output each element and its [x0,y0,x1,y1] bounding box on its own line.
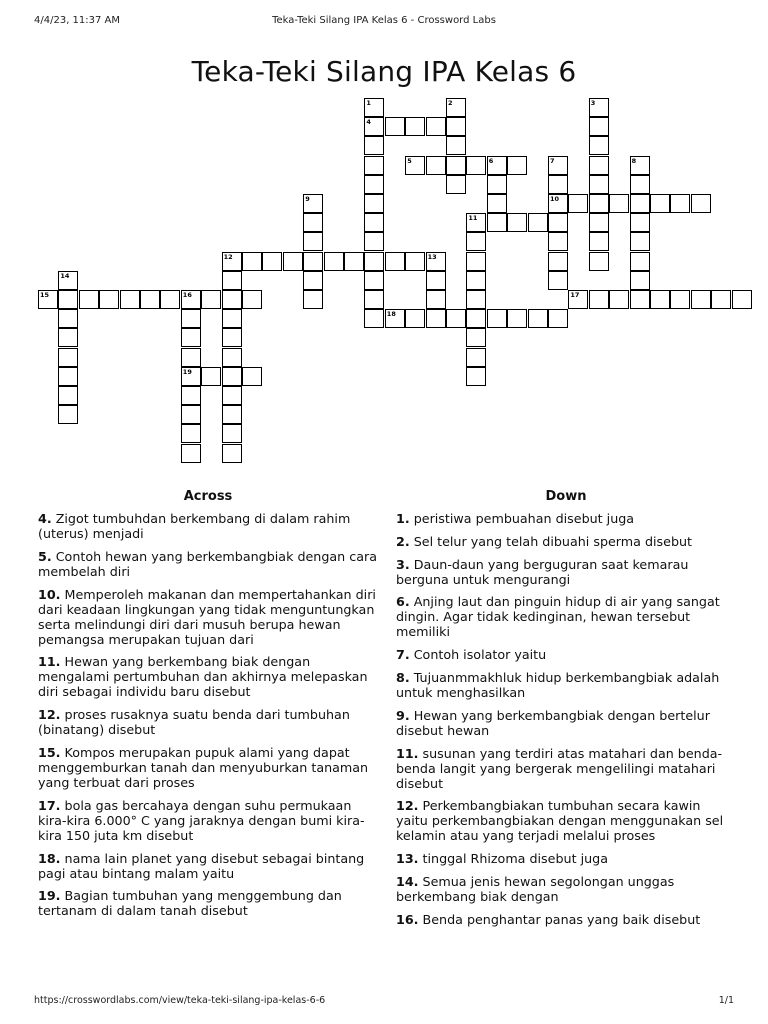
grid-cell[interactable] [670,290,690,309]
crossword-grid [0,0,768,480]
across-clue [38,511,378,541]
print-page-title: Teka-Teki Silang IPA Kelas 6 - Crossword Labs [272,15,496,26]
grid-cell[interactable] [548,271,568,290]
grid-cell[interactable] [609,194,629,213]
grid-cell[interactable] [711,290,731,309]
down-clue [396,708,736,738]
clue-number: 8. [396,669,410,685]
across-heading: Across [183,489,233,504]
down-clue [396,557,736,587]
clue-number: 15. [38,744,61,760]
grid-cell[interactable] [324,252,344,271]
down-clue [396,534,736,549]
down-clue [396,746,736,791]
grid-cell[interactable] [364,156,384,175]
grid-cell[interactable] [364,271,384,290]
grid-cell[interactable] [630,232,650,251]
across-clue [38,654,378,699]
grid-number: 11 [468,214,478,223]
grid-cell[interactable] [466,328,486,347]
grid-cell[interactable] [79,290,99,309]
across-clues [38,489,378,926]
grid-cell[interactable] [528,213,548,232]
print-datetime: 4/4/23, 11:37 AM [34,15,121,26]
grid-cell[interactable] [507,156,527,175]
grid-cell[interactable] [120,290,140,309]
grid-cell[interactable] [589,213,609,232]
grid-cell[interactable] [385,252,405,271]
grid-cell[interactable] [589,175,609,194]
grid-cell[interactable] [466,252,486,271]
grid-cell[interactable] [548,232,568,251]
clue-number: 16. [396,911,419,927]
grid-cell[interactable] [507,309,527,328]
grid-cell[interactable] [303,290,323,309]
across-clue [38,888,378,918]
clue-text: Hewan yang berkembangbiak dengan bertelur disebut hewan [396,707,710,738]
grid-cell[interactable] [303,232,323,251]
grid-cell[interactable] [262,252,282,271]
grid-cell[interactable] [589,194,609,213]
grid-cell[interactable] [446,136,466,155]
across-clue [38,707,378,737]
grid-cell[interactable] [630,213,650,232]
grid-cell[interactable] [181,424,201,443]
grid-cell[interactable] [568,194,588,213]
grid-cell[interactable] [364,232,384,251]
grid-cell[interactable] [58,290,78,309]
clue-number: 10. [38,586,61,602]
grid-cell[interactable] [426,309,446,328]
clue-text: Contoh hewan yang berkembangbiak dengan cara membelah diri [38,548,377,579]
down-clues [396,489,736,935]
clue-number: 5. [38,548,52,564]
across-clue [38,745,378,790]
grid-cell[interactable] [364,175,384,194]
grid-cell[interactable] [222,271,242,290]
grid-cell[interactable] [181,405,201,424]
clue-text: peristiwa pembuahan disebut juga [413,511,635,526]
down-clue [396,511,736,526]
grid-cell[interactable] [222,290,242,309]
clue-number: 9. [396,707,410,723]
grid-cell[interactable] [548,309,568,328]
down-clue [396,874,736,904]
across-clue [38,587,378,647]
grid-cell[interactable] [201,367,221,386]
grid-cell[interactable] [589,156,609,175]
grid-cell[interactable] [507,213,527,232]
grid-cell[interactable] [405,309,425,328]
grid-cell[interactable] [222,309,242,328]
grid-cell[interactable] [446,156,466,175]
grid-cell[interactable] [364,194,384,213]
grid-cell[interactable] [344,252,364,271]
grid-cell[interactable] [466,271,486,290]
grid-cell[interactable] [446,175,466,194]
across-clue [38,549,378,579]
down-clue [396,912,736,927]
grid-cell[interactable] [609,290,629,309]
clue-number: 6. [396,594,410,610]
grid-cell[interactable] [303,213,323,232]
grid-cell[interactable] [222,405,242,424]
grid-cell[interactable] [222,386,242,405]
grid-cell[interactable] [466,290,486,309]
clue-text: bola gas bercahaya dengan suhu permukaan kira-kira 6.000° C yang jaraknya dengan bumi kira-kira 150 juta km disebut [38,797,365,843]
grid-cell[interactable] [466,367,486,386]
grid-cell[interactable] [691,290,711,309]
grid-cell[interactable] [548,213,568,232]
grid-cell[interactable] [589,290,609,309]
grid-cell[interactable] [283,252,303,271]
clue-text: Hewan yang berkembang biak dengan mengalami pertumbuhan dan akhirnya melepaskan diri sebagai individu baru disebut [38,654,368,700]
grid-cell[interactable] [466,232,486,251]
grid-cell[interactable] [630,290,650,309]
grid-cell[interactable] [181,386,201,405]
grid-cell[interactable] [181,328,201,347]
grid-cell[interactable] [58,386,78,405]
grid-cell[interactable] [364,136,384,155]
clue-text: Zigot tumbuhdan berkembang di dalam rahim (uterus) menjadi [38,511,351,541]
grid-cell[interactable] [222,367,242,386]
clue-number: 12. [38,707,61,723]
clue-number: 14. [396,873,419,889]
grid-number: 18 [386,310,396,319]
grid-number: 7 [550,156,555,165]
grid-number: 5 [407,156,412,165]
clue-number: 7. [396,647,410,663]
clue-text: nama lain planet yang disebut sebagai bintang pagi atau bintang malam yaitu [38,850,365,881]
grid-cell[interactable] [58,309,78,328]
clue-text: Kompos merupakan pupuk alami yang dapat menggemburkan tanah dan menyuburkan tanaman yang terbuat dari proses [38,744,369,790]
clue-text: Daun-daun yang berguguran saat kemarau berguna untuk mengurangi [396,556,689,587]
grid-cell[interactable] [548,252,568,271]
grid-cell[interactable] [650,194,670,213]
grid-cell[interactable] [58,367,78,386]
grid-cell[interactable] [242,252,262,271]
grid-number: 10 [550,195,560,203]
grid-cell[interactable] [650,290,670,309]
grid-cell[interactable] [58,328,78,347]
grid-number: 19 [182,367,192,376]
grid-cell[interactable] [201,290,221,309]
grid-cell[interactable] [548,175,568,194]
grid-cell[interactable] [303,252,323,271]
grid-number: 12 [223,252,233,261]
clue-number: 1. [396,511,410,526]
grid-cell[interactable] [222,444,242,463]
grid-number: 6 [488,156,494,165]
grid-cell[interactable] [405,117,425,136]
clue-text: Contoh isolator yaitu [413,647,547,663]
clue-text: Perkembangbiakan tumbuhan secara kawin yaitu perkembangbiakan dengan menggunakan sel kelamin atau yang terjadi melalui proses [396,798,724,844]
grid-cell[interactable] [364,309,384,328]
clue-text: Semua jenis hewan segolongan unggas berkembang biak dengan [396,873,675,904]
grid-cell[interactable] [589,252,609,271]
grid-cell[interactable] [303,271,323,290]
grid-cell[interactable] [385,117,405,136]
clue-number: 3. [396,556,410,572]
grid-cell[interactable] [487,194,507,213]
grid-cell[interactable] [99,290,119,309]
clue-number: 11. [38,654,61,670]
grid-cell[interactable] [630,175,650,194]
grid-cell[interactable] [242,367,262,386]
grid-cell[interactable] [487,309,507,328]
grid-cell[interactable] [487,213,507,232]
across-clue [38,798,378,843]
grid-number: 9 [305,195,310,203]
grid-cell[interactable] [222,424,242,443]
grid-cell[interactable] [630,271,650,290]
clue-text: Memperoleh makanan dan mempertahankan diri dari keadaan lingkungan yang tidak menguntungkan serta melindungi diri dari musuh berupa hewan pemangsa merupakan tujuan dari [38,586,376,647]
clue-number: 12. [396,798,419,814]
grid-cell[interactable] [528,309,548,328]
grid-cell[interactable] [140,290,160,309]
grid-cell[interactable] [426,117,446,136]
clue-text: tinggal Rhizoma disebut juga [422,851,608,867]
grid-cell[interactable] [426,271,446,290]
clue-number: 13. [396,851,419,867]
grid-cell[interactable] [58,405,78,424]
grid-cell[interactable] [364,290,384,309]
clue-text: Benda penghantar panas yang baik disebut [422,911,701,927]
grid-cell[interactable] [589,117,609,136]
grid-number: 4 [366,118,371,127]
down-clue [396,647,736,662]
clue-text: Anjing laut dan pinguin hidup di air yang sangat dingin. Agar tidak kedinginan, hewan tersebut memiliki [396,594,720,640]
grid-cell[interactable] [466,309,486,328]
grid-cell[interactable] [222,328,242,347]
grid-cell[interactable] [466,348,486,367]
clue-text: susunan yang terdiri atas matahari dan benda-benda langit yang bergerak mengelilingi matahari disebut [396,745,723,791]
clue-number: 17. [38,797,61,813]
clue-number: 19. [38,888,61,904]
grid-number: 3 [590,99,596,107]
grid-cell[interactable] [181,444,201,463]
clue-text: Sel telur yang telah dibuahi sperma disebut [413,533,693,549]
clue-text: Tujuanmmakhluk hidup berkembangbiak adalah untuk menghasilkan [396,669,720,700]
grid-cell[interactable] [364,252,384,271]
grid-number: 17 [570,291,580,299]
clue-text: Bagian tumbuhan yang menggembung dan tertanam di dalam tanah disebut [38,888,342,919]
grid-cell[interactable] [405,252,425,271]
clue-number: 18. [38,850,61,866]
grid-cell[interactable] [426,290,446,309]
grid-number: 2 [448,99,453,107]
puzzle-title: Teka-Teki Silang IPA Kelas 6 [191,54,577,88]
grid-cell[interactable] [364,213,384,232]
clue-number: 2. [396,533,410,549]
down-heading: Down [545,489,587,504]
grid-cell[interactable] [58,348,78,367]
grid-cell[interactable] [222,348,242,367]
grid-cell[interactable] [181,309,201,328]
grid-cell[interactable] [426,156,446,175]
print-page-number: 1/1 [718,995,734,1006]
print-url: https://crosswordlabs.com/view/teka-teki-silang-ipa-kelas-6-6 [34,995,326,1006]
clue-text: proses rusaknya suatu benda dari tumbuhan (binatang) disebut [38,707,350,738]
grid-cell[interactable] [630,252,650,271]
grid-cell[interactable] [589,136,609,155]
grid-cell[interactable] [691,194,711,213]
clue-number: 4. [38,511,52,526]
grid-number: 13 [427,252,437,261]
grid-cell[interactable] [446,309,466,328]
down-clue [396,670,736,700]
grid-cell[interactable] [181,348,201,367]
across-clue [38,851,378,881]
down-clue [396,798,736,843]
down-clue [396,594,736,639]
grid-cell[interactable] [732,290,752,309]
grid-cell[interactable] [160,290,180,309]
clue-number: 11. [396,745,419,761]
grid-cell[interactable] [589,232,609,251]
grid-number: 15 [40,291,50,299]
grid-cell[interactable] [670,194,690,213]
down-clue [396,851,736,866]
grid-cell[interactable] [446,117,466,136]
grid-cell[interactable] [487,175,507,194]
grid-number: 1 [366,99,371,107]
grid-cell[interactable] [630,194,650,213]
grid-number: 16 [182,291,192,299]
grid-number: 14 [60,271,70,280]
grid-number: 8 [631,156,637,165]
grid-cell[interactable] [466,156,486,175]
grid-cell[interactable] [242,290,262,309]
